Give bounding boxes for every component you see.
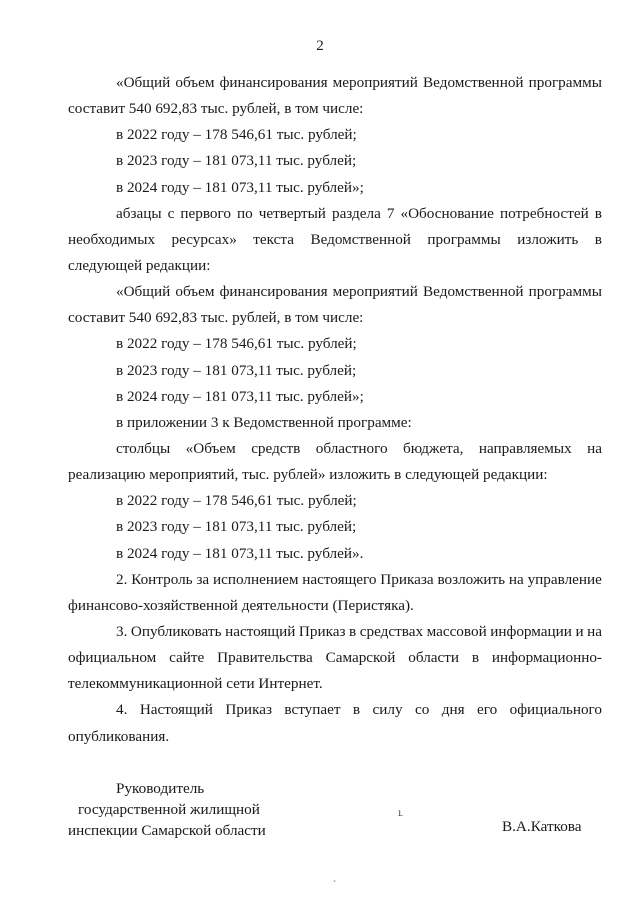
word: со xyxy=(414,701,430,719)
text-line xyxy=(68,645,602,671)
text-line: опубликования. xyxy=(68,727,170,745)
position-line-2: государственной жилищной xyxy=(78,801,260,818)
word: Ведомственной xyxy=(310,230,411,248)
word: на xyxy=(587,439,602,457)
text-line xyxy=(68,567,602,593)
word: раздела xyxy=(331,204,381,222)
text-line xyxy=(68,201,602,227)
word: необходимых xyxy=(68,230,156,248)
word: средствах xyxy=(359,622,424,640)
word: Контроль xyxy=(131,570,193,588)
word: на xyxy=(587,622,602,640)
text-line xyxy=(68,436,602,462)
word: официального xyxy=(509,701,602,719)
word: Самарской xyxy=(325,649,396,667)
scan-mark: ˋ xyxy=(333,880,337,891)
word: программы xyxy=(427,230,501,248)
word: объем xyxy=(175,74,215,91)
scan-mark: ւ xyxy=(398,808,403,819)
word: финансирования xyxy=(219,283,328,301)
text-line: в 2022 году – 178 546,61 тыс. рублей; xyxy=(116,335,357,353)
word: «Общий xyxy=(116,74,171,91)
word: управление xyxy=(527,570,602,588)
word: сайте xyxy=(169,649,205,667)
text-line xyxy=(68,70,602,96)
text-line: реализацию мероприятий, тыс. рублей» изложить в следующей редакции: xyxy=(68,466,548,484)
text-line: в 2024 году – 181 073,11 тыс. рублей»; xyxy=(116,387,364,405)
word: в xyxy=(352,701,361,719)
document-body xyxy=(68,70,602,750)
word: силу xyxy=(372,701,403,719)
word: программы xyxy=(528,283,602,301)
word: в xyxy=(349,622,357,640)
word: бюджета, xyxy=(403,439,464,457)
word: программы xyxy=(528,74,602,91)
word: средств xyxy=(251,439,301,457)
word: 3. xyxy=(116,622,128,640)
word: 4. xyxy=(116,701,128,719)
text-line: в 2024 году – 181 073,11 тыс. рублей»; xyxy=(116,178,364,196)
word: направляемых xyxy=(478,439,572,457)
word: в xyxy=(594,230,602,248)
word: областного xyxy=(315,439,388,457)
text-line: в 2023 году – 181 073,11 тыс. рублей; xyxy=(116,518,357,536)
word: изложить xyxy=(517,230,579,248)
word: возложить xyxy=(437,570,506,588)
word: массовой xyxy=(426,622,487,640)
word: мероприятий xyxy=(332,74,418,91)
text-line xyxy=(68,227,602,253)
word: столбцы xyxy=(116,439,171,457)
text-line xyxy=(68,697,602,723)
text-line: составит 540 692,83 тыс. рублей, в том числе: xyxy=(68,309,364,327)
word: Ведомственной xyxy=(423,283,524,301)
word: исполнением xyxy=(213,570,299,588)
word: Приказа xyxy=(380,570,434,588)
word: официальном xyxy=(68,649,157,667)
page-number: 2 xyxy=(316,38,324,54)
signatory-name: В.А.Каткова xyxy=(502,818,582,835)
word: дня xyxy=(441,701,465,719)
word: и xyxy=(575,622,584,640)
word: в xyxy=(594,204,602,222)
word: Настоящий xyxy=(139,701,213,719)
word: «Общий xyxy=(116,283,171,301)
word: Правительства xyxy=(217,649,313,667)
text-line: в приложении 3 к Ведомственной программе: xyxy=(116,413,412,431)
word: информации xyxy=(490,622,572,640)
text-line: финансово-хозяйственной деятельности (Перистяка). xyxy=(68,596,414,614)
word: 2. xyxy=(116,570,128,588)
text-line: в 2023 году – 181 073,11 тыс. рублей; xyxy=(116,152,357,170)
word: «Обоснование xyxy=(400,204,494,222)
word: Приказ xyxy=(225,701,272,719)
word: информационно- xyxy=(491,649,602,667)
word: финансирования xyxy=(219,74,328,91)
word: объем xyxy=(175,283,215,301)
word: «Объем xyxy=(185,439,236,457)
word: абзацы xyxy=(116,204,162,222)
word: Опубликовать xyxy=(130,622,222,640)
text-line: составит 540 692,83 тыс. рублей, в том числе: xyxy=(68,100,364,118)
word: потребностей xyxy=(499,204,589,222)
word: с xyxy=(167,204,175,222)
word: первого xyxy=(180,204,231,222)
word: за xyxy=(196,570,210,588)
word: настоящий xyxy=(225,622,296,640)
text-line xyxy=(68,279,602,305)
position-line-1: Руководитель xyxy=(116,780,205,797)
text-line: телекоммуникационной сети Интернет. xyxy=(68,675,323,693)
word: по xyxy=(236,204,253,222)
word: текста xyxy=(253,230,294,248)
text-line: в 2022 году – 178 546,61 тыс. рублей; xyxy=(116,492,357,510)
word: области xyxy=(408,649,460,667)
word: вступает xyxy=(284,701,341,719)
word: ресурсах» xyxy=(171,230,237,248)
text-line xyxy=(68,619,602,645)
word: его xyxy=(477,701,498,719)
word: Ведомственной xyxy=(423,74,524,91)
text-line: в 2022 году – 178 546,61 тыс. рублей; xyxy=(116,126,357,144)
text-line: в 2024 году – 181 073,11 тыс. рублей». xyxy=(116,544,364,562)
text-line: в 2023 году – 181 073,11 тыс. рублей; xyxy=(116,361,357,379)
signatory-position xyxy=(68,778,266,841)
position-line-3: инспекции Самарской области xyxy=(68,822,266,839)
text-line: следующей редакции: xyxy=(68,256,211,274)
word: четвертый xyxy=(258,204,326,222)
word: Приказ xyxy=(298,622,346,640)
word: 7 xyxy=(386,204,395,222)
word: в xyxy=(471,649,480,667)
word: настоящего xyxy=(302,570,377,588)
word: мероприятий xyxy=(332,283,418,301)
word: на xyxy=(508,570,524,588)
